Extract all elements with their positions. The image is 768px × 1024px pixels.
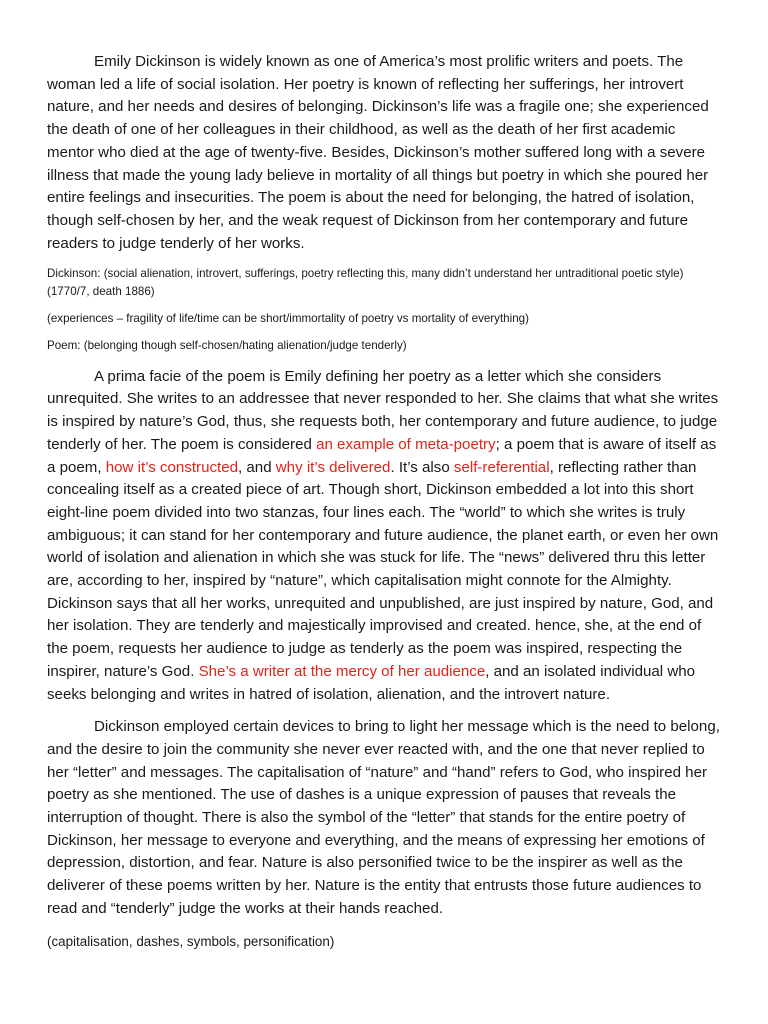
highlight-self-referential: self-referential [453, 458, 550, 476]
highlight-meta-poetry: an example of meta-poetry [316, 435, 496, 453]
note-dickinson: Dickinson: (social alienation, introvert, sufferings, poetry reflecting this, many didn’t understand her untraditional poetic style) (1770/7, death 1886) [47, 267, 684, 298]
note-devices: (capitalisation, dashes, symbols, personification) [47, 933, 335, 949]
analysis-text: A prima facie of the poem is Emily defining her poetry as a letter which she considers unrequited. She writes to an addressee that never responded to her. She claims that what she writes is inspired by nature’s God, thus, she requests both, her contemporary and future audience, to judge tenderly of her. The poem is considered [47, 367, 719, 453]
highlight-how-constructed: how it’s constructed [105, 458, 239, 476]
highlight-why-delivered: why it’s delivered [275, 458, 391, 476]
devices-paragraph: Dickinson employed certain devices to bring to light her message which is the need to belong, and the desire to join the community she never ever reacted with, and the one that never replied to her “letter” and messages. The capitalisation of “nature” and “hand” refers to God, who inspired her poetry as she mentioned. The use of dashes is a unique expression of pauses that reveals the interruption of thought. There is also the symbol of the “letter” that stands for the entire poetry of Dickinson, her message to everyone and everything, and the means of expressing her emotions of depression, distortion, and fear. Nature is also personified twice to be the inspirer as well as the deliverer of these poems written by her. Nature is the entity that entrusts those future audiences to read and “tenderly” judge the works at their hands reached. [47, 718, 720, 917]
note-experiences: (experiences – fragility of life/time can be short/immortality of poetry vs mortality of everything) [47, 311, 529, 325]
analysis-text: , and [238, 458, 276, 476]
analysis-paragraph [47, 366, 720, 707]
analysis-text: , and an isolated individual who seeks belonging and writes in hatred of isolation, alienation, and the introvert nature. [47, 662, 696, 703]
analysis-text: ; a poem that is aware of itself as a poem, [47, 435, 717, 476]
analysis-text: , reflecting rather than concealing itself as a created piece of art. Though short, Dickinson embedded a lot into this short eight-line poem divided into two stanzas, four lines each. The “world” to which she writes is truly ambiguous; it can stand for her contemporary and future audience, the planet earth, or even her own world of isolation and alienation in which she was stuck for life. The “news” delivered thru this letter are, according to her, inspired by “nature”, which capitalisation might connote for the Almighty. Dickinson says that all her works, unrequited and unpublished, are just inspired by nature, God, and her isolation. They are tenderly and majestically improvised and created. hence, she, at the end of the poem, requests her audience to judge as tenderly as the poem was inspired, respecting the inspirer, nature’s God. [47, 458, 719, 680]
highlight-writer-mercy: She’s a writer at the mercy of her audience [198, 662, 486, 680]
analysis-text: . It’s also [390, 458, 454, 476]
intro-paragraph: Emily Dickinson is widely known as one of America’s most prolific writers and poets. The woman led a life of social isolation. Her poetry is known of reflecting her sufferings, her introvert nature, and her needs and desires of belonging. Dickinson’s life was a fragile one; she experienced the death of one of her colleagues in their childhood, as well as the death of her first academic mentor who died at the age of twenty-five. Besides, Dickinson’s mother suffered long with a severe illness that made the young lady believe in mortality of all things but poetry in which she poured her entire feelings and insecurities. The poem is about the need for belonging, the hatred of isolation, though self-chosen by her, and the weak request of Dickinson from her contemporary and future readers to judge tenderly of her works. [47, 53, 709, 252]
note-poem: Poem: (belonging though self-chosen/hating alienation/judge tenderly) [47, 339, 407, 353]
